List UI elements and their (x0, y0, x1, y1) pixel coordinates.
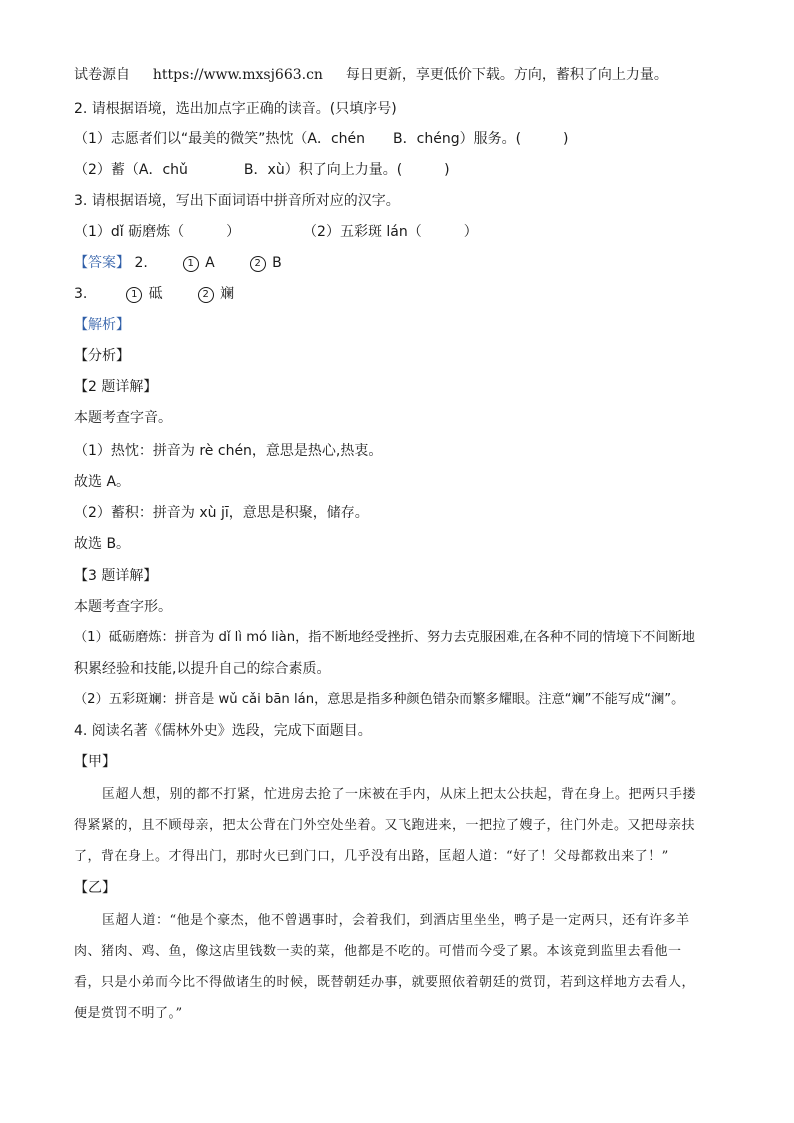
answer-q3-value-1: 砥 (148, 286, 163, 302)
q2-item-2: （2）蓄（A．chǔ B．xù）积了向上力量。( ) (74, 162, 450, 178)
q3-detail-intro: 本题考查字形。 (74, 599, 172, 615)
passage-yi-label: 【乙】 (74, 880, 116, 896)
answer-line-2 (74, 284, 234, 304)
analysis-fenxi: 【分析】 (74, 348, 130, 364)
q2-detail-p2: （2）蓄积：拼音为 xù jī，意思是积聚，储存。 (74, 505, 369, 521)
answer-q2-circle-1: 1 (183, 256, 199, 272)
q2-detail-p1-answer: 故选 A。 (74, 474, 131, 490)
source-label: 试卷源自 (74, 67, 130, 83)
q3-detail-p1b: 积累经验和技能,以提升自己的综合素质。 (74, 661, 331, 677)
answer-line-1 (74, 253, 282, 273)
q2-item-1: （1）志愿者们以“最美的微笑”热忱（A．chén B．chéng）服务。( ) (74, 131, 569, 147)
answer-q3-circle-2: 2 (198, 287, 214, 303)
q3-detail-heading: 【3 题详解】 (74, 568, 158, 584)
q2-detail-intro: 本题考查字音。 (74, 410, 172, 426)
passage-jia-line: 得紧紧的，且不顾母亲，把太公背在门外空处坐着。又飞跑进来，一把拉了嫂子，往门外走。又把母亲扶 (74, 818, 696, 833)
q2-stem: 2. 请根据语境，选出加点字正确的读音。(只填序号) (74, 101, 397, 117)
passage-yi-line: 看，只是小弟而今比不得做诸生的时候，既替朝廷办事，就要照依着朝廷的赏罚，若到这样地方去看人， (74, 975, 696, 990)
q2-detail-p2-answer: 故选 B。 (74, 536, 131, 552)
answer-q3-prefix: 3. (74, 286, 88, 302)
answer-q2-value-1: A (205, 255, 215, 271)
q3-item-1: （1）dǐ 砺磨炼（ ） (74, 224, 241, 240)
analysis-label: 【解析】 (74, 317, 130, 333)
source-url[interactable]: https://www.mxsj663.cn (152, 67, 323, 83)
header-slogan: 每日更新，享更低价下载。方向，蓄积了向上力量。 (345, 67, 668, 83)
q2-detail-p1: （1）热忱：拼音为 rè chén，意思是热心,热衷。 (74, 443, 383, 459)
answer-q2-prefix: 2. (134, 255, 148, 271)
header-line (74, 65, 668, 85)
q3-detail-p1a: （1）砥砺磨炼：拼音为 dǐ lì mó liàn，指不断地经受挫折、努力去克服困难,在各种不同的情境下不间断地 (74, 630, 695, 645)
answer-q2-value-2: B (272, 255, 282, 271)
q3-detail-p2: （2）五彩斑斓：拼音是 wǔ cǎi bān lán，意思是指多种颜色错杂而繁多耀眼。注意“斓”不能写成“澜”。 (74, 692, 685, 707)
passage-jia-line: 匡超人想，别的都不打紧，忙进房去抢了一床被在手内，从床上把太公扶起，背在身上。把两只手搂 (102, 787, 697, 802)
passage-yi-line: 肉、猪肉、鸡、鱼，像这店里钱数一卖的菜，他都是不吃的。可惜而今受了累。本该竟到监里去看他一 (74, 944, 682, 959)
answer-q3-circle-1: 1 (126, 287, 142, 303)
q3-stem: 3. 请根据语境，写出下面词语中拼音所对应的汉字。 (74, 193, 400, 209)
q2-detail-heading: 【2 题详解】 (74, 379, 158, 395)
passage-yi-line: 匡超人道：“他是个豪杰，他不曾遇事时，会着我们，到酒店里坐坐，鸭子是一定两只，还有许多羊 (102, 913, 690, 928)
q4-stem: 4. 阅读名著《儒林外史》选段，完成下面题目。 (74, 723, 372, 739)
passage-yi-line: 便是赏罚不明了。” (74, 1006, 183, 1021)
answer-q3-value-2: 斓 (220, 286, 235, 302)
q3-item-2: （2）五彩斑 lán（ ） (303, 224, 478, 240)
answer-q2-circle-2: 2 (250, 256, 266, 272)
q3-items (74, 222, 478, 242)
passage-jia-label: 【甲】 (74, 754, 116, 770)
passage-jia-line: 了，背在身上。才得出门，那时火已到门口，几乎没有出路，匡超人道：“好了！父母都救出来了！” (74, 849, 669, 864)
answer-label: 【答案】 (74, 255, 130, 271)
